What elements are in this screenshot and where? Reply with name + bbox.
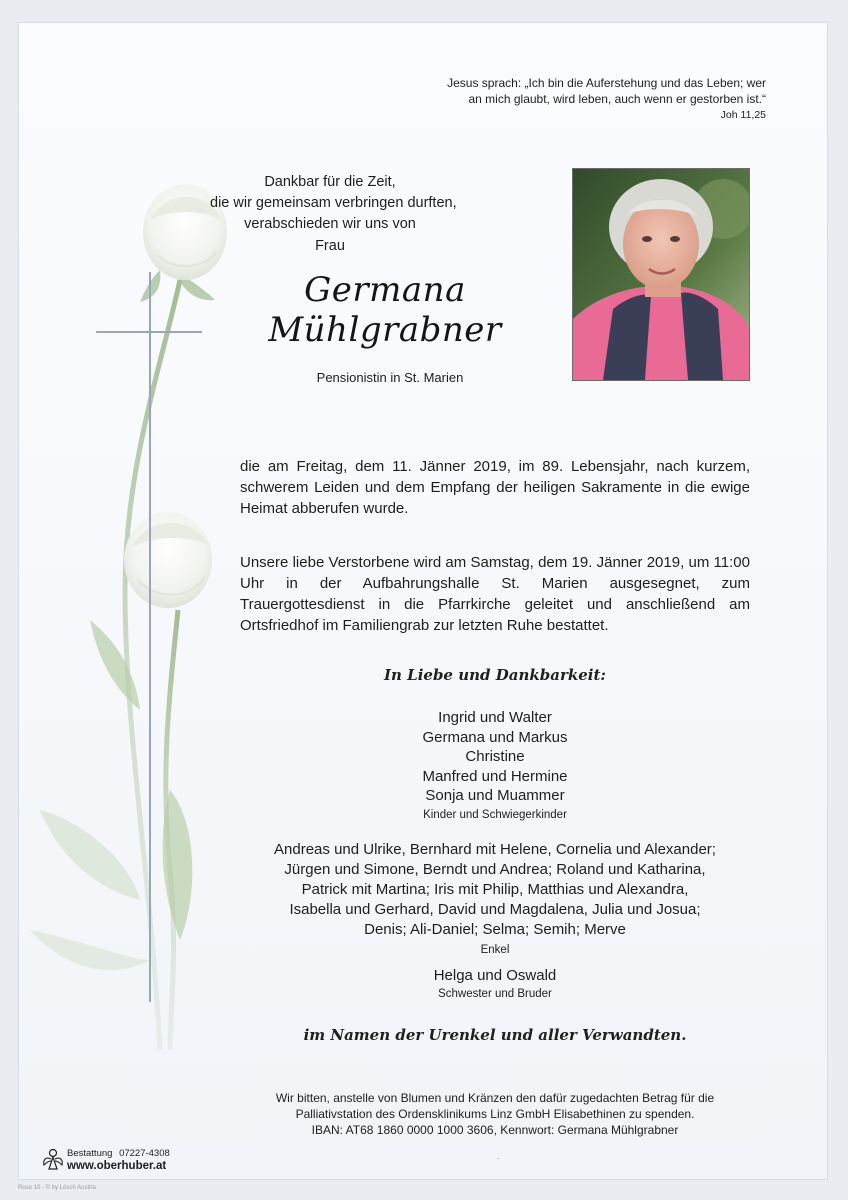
child-entry: Christine (465, 748, 525, 765)
deceased-name (250, 270, 520, 350)
intro-text (210, 172, 457, 235)
deceased-first-name: Germana (304, 270, 466, 310)
image-credit: Rose 10 - © by Lösch Austria (18, 1185, 96, 1191)
cross-vertical-line (149, 272, 151, 1002)
cross-horizontal-line (96, 331, 202, 333)
deceased-last-name: Mühlgrabner (268, 310, 502, 350)
funeral-details: Unsere liebe Verstorbene wird am Samstag, dem 19. Jänner 2019, um 11:00 Uhr in der Aufbahrungshalle St. Marien ausgesegnet, zum Trauergottesdienst in die Pfarrkirche geleitet und anschließend am Ortsfriedhof im Familiengrab zur letzten Ruhe bestattet. (240, 554, 750, 634)
center-dot: · (497, 1154, 500, 1163)
verse-reference: Joh 11,25 (720, 109, 766, 121)
verse-line-1: Jesus sprach: „Ich bin die Auferstehung und das Leben; wer (447, 76, 766, 90)
intro-line-2: die wir gemeinsam verbringen durften, (210, 195, 457, 211)
grandchildren-line: Patrick mit Martina; Iris mit Philip, Matthias und Alexandra, (301, 881, 689, 898)
deceased-occupation: Pensionistin in St. Marien (316, 370, 464, 385)
funeral-home-label: Bestattung (67, 1148, 113, 1159)
grandchildren-caption: Enkel (480, 944, 510, 956)
grandchildren-line: Isabella und Gerhard, David und Magdalena, Julia und Josua; (289, 901, 701, 918)
children-caption: Kinder und Schwiegerkinder (423, 808, 567, 821)
donation-line-2: Palliativstation des Ordensklinikums Linz GmbH Elisabethinen zu spenden. (295, 1107, 695, 1121)
grandchildren-line: Andreas und Ulrike, Bernhard mit Helene, Cornelia und Alexander; (274, 841, 716, 858)
funeral-home-label-line (67, 1148, 170, 1159)
verse-line-2: an mich glaubt, wird leben, auch wenn er gestorben ist.“ (468, 92, 766, 106)
siblings-caption: Schwester und Bruder (438, 988, 552, 1000)
intro-line-1: Dankbar für die Zeit, (264, 174, 396, 190)
child-entry: Manfred und Hermine (422, 767, 568, 785)
child-entry: Ingrid und Walter (438, 709, 552, 726)
children-list (330, 708, 660, 825)
siblings-names: Helga und Oswald (433, 967, 557, 984)
angel-logo-icon (42, 1147, 64, 1173)
portrait-illustration (573, 169, 749, 380)
white-roses-illustration (20, 170, 250, 1070)
donation-request (230, 1090, 760, 1138)
donation-line-1: Wir bitten, anstelle von Blumen und Kränzen den dafür zugedachten Betrag für die (275, 1091, 715, 1105)
siblings-block (330, 966, 660, 1004)
grandchildren-line: Denis; Ali-Daniel; Selma; Semih; Merve (364, 921, 626, 938)
child-entry: Sonja und Muammer (425, 787, 565, 804)
funeral-home-logo (42, 1147, 222, 1177)
salutation: Frau (315, 238, 345, 254)
grandchildren-list (230, 840, 760, 960)
donation-line-3: IBAN: AT68 1860 0000 1000 3606, Kennwort: Germana Mühlgrabner (311, 1123, 679, 1137)
funeral-home-website: www.oberhuber.at (67, 1160, 167, 1172)
closing-line: im Namen der Urenkel und aller Verwandten. (303, 1026, 687, 1044)
death-announcement: die am Freitag, dem 11. Jänner 2019, im 89. Lebensjahr, nach kurzem, schwerem Leiden und dem Empfang der heiligen Sakramente in die ewige Heimat abberufen wurde. (240, 458, 750, 517)
intro-line-3: verabschieden wir uns von (244, 216, 416, 232)
portrait-photo (572, 168, 750, 381)
bible-verse (346, 75, 766, 123)
child-entry: Germana und Markus (422, 728, 568, 746)
mourners-heading: In Liebe und Dankbarkeit: (384, 666, 606, 684)
funeral-home-phone: 07227-4308 (119, 1148, 170, 1159)
grandchildren-line: Jürgen und Simone, Berndt und Andrea; Roland und Katharina, (284, 861, 706, 878)
